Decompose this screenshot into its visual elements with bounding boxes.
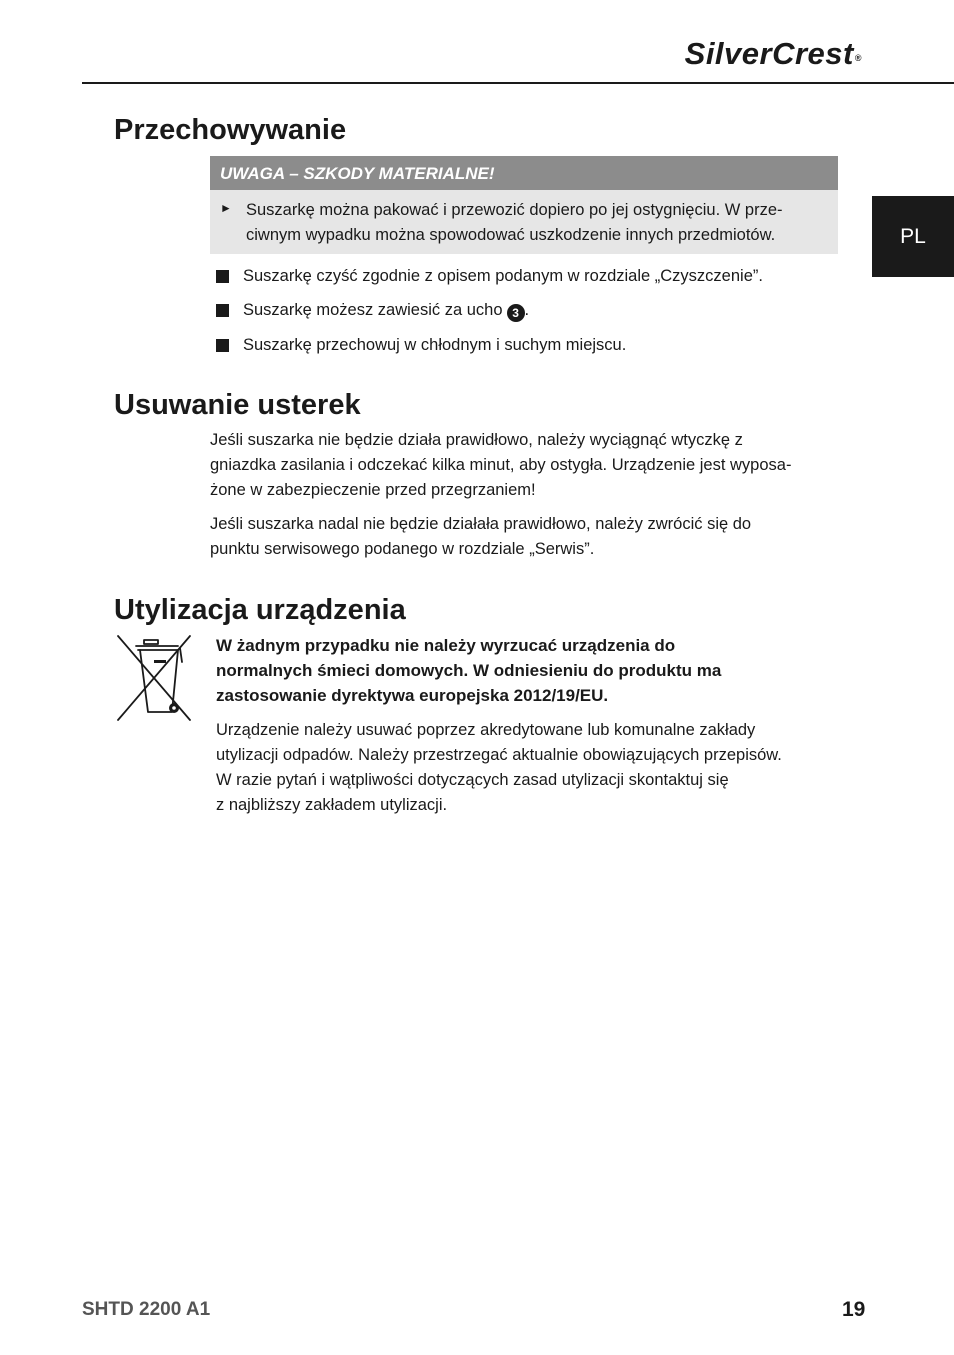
section-title-troubleshooting: Usuwanie usterek xyxy=(114,389,361,421)
section-title-storage: Przechowywanie xyxy=(114,114,347,146)
crossed-out-wheelie-bin-icon xyxy=(114,634,194,724)
arrow-bullet-icon: ► xyxy=(220,201,232,215)
square-bullet-icon xyxy=(216,304,229,317)
section-title-disposal: Utylizacja urządzenia xyxy=(114,594,406,626)
language-tab: PL xyxy=(872,196,954,277)
page-number: 19 xyxy=(842,1298,866,1321)
warning-text: Suszarkę można pakować i przewozić dopiero po jej ostygnięciu. W prze- ciwnym wypadku można spowodować uszkodzenie innych przedmiotów. xyxy=(246,201,783,244)
brand-logo: SilverCrest® xyxy=(684,36,862,71)
troubleshooting-paragraph-1: Jeśli suszarka nie będzie działa prawidłowo, należy wyciągnąć wtyczkę z gniazdka zasilania i odczekać kilka minut, aby ostygła. Urządzenie jest wyposa- żone w zabezpieczenie przed przegrzaniem! xyxy=(210,431,792,499)
disposal-warning-bold: W żadnym przypadku nie należy wyrzucać urządzenia do normalnych śmieci domowych. W odniesieniu do produktu ma zastosowanie dyrektywa europejska 2012/19/EU. xyxy=(216,636,722,705)
hook-number-badge: 3 xyxy=(507,304,525,322)
warning-box xyxy=(210,190,838,254)
warning-header: UWAGA – SZKODY MATERIALNE! xyxy=(210,156,838,190)
footer-model: SHTD 2200 A1 xyxy=(82,1299,211,1320)
square-bullet-icon xyxy=(216,270,229,283)
header-rule xyxy=(82,82,954,84)
square-bullet-icon xyxy=(216,339,229,352)
disposal-paragraph: Urządzenie należy usuwać poprzez akredytowane lub komunalne zakłady utylizacji odpadów. Należy przestrzegać aktualnie obowiązujących przepisów. W razie pytań i wątpliwości dotyczących zasad utylizacji skontaktuj się z najbliższy zakładem utylizacji. xyxy=(216,721,782,814)
troubleshooting-paragraph-2: Jeśli suszarka nadal nie będzie działała prawidłowo, należy zwrócić się do punktu serwisowego podanego w rozdziale „Serwis”. xyxy=(210,515,752,558)
